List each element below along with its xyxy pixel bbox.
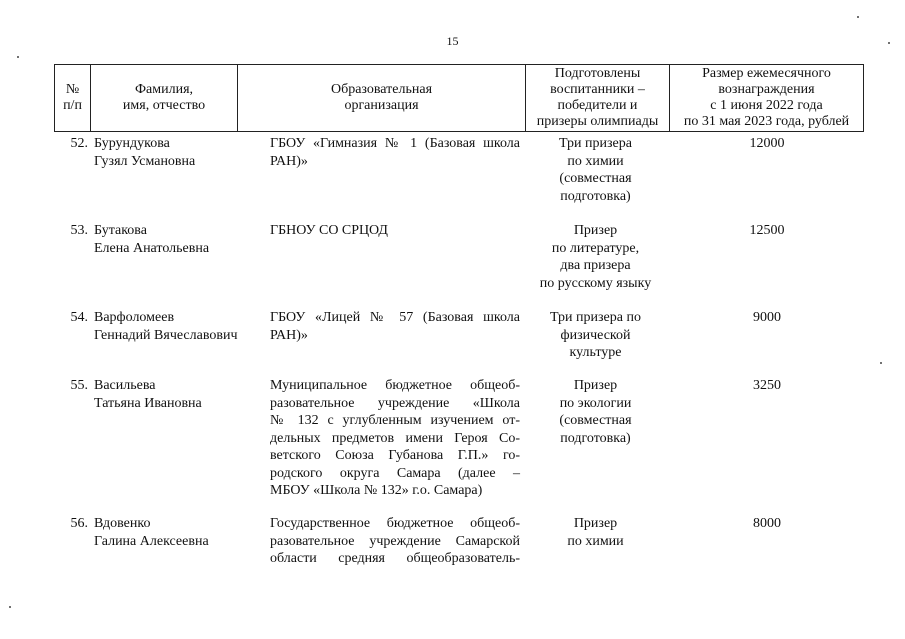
header-achievement-line: призеры олимпиады <box>536 114 659 129</box>
row-name <box>94 309 269 344</box>
achievement-line: по экологии <box>559 395 632 411</box>
name-line: Варфоломеев <box>94 310 175 325</box>
row-achievement <box>524 515 667 550</box>
name-line: Васильева <box>94 378 156 393</box>
scan-speck <box>880 362 882 364</box>
scan-speck <box>9 606 11 608</box>
name-line: Галина Алексеевна <box>94 533 209 549</box>
achievement-line: по химии <box>567 153 624 169</box>
name-line: Геннадий Вячеславович <box>94 327 238 343</box>
header-achievement-line: Подготовлены <box>554 66 641 81</box>
org-line: ветского Союза Губанова Г.П.» го- <box>270 448 520 463</box>
row-organization <box>270 309 520 344</box>
header-amount-line: вознаграждения <box>718 82 815 97</box>
scan-speck <box>888 42 890 44</box>
row-organization <box>270 515 520 568</box>
org-line: дельных предметов имени Героя Со- <box>270 430 520 446</box>
row-achievement <box>524 135 667 205</box>
name-line: Гузял Усмановна <box>94 153 196 169</box>
achievement-line: (совместная <box>559 413 632 428</box>
org-line: ГБНОУ СО СРЦОД <box>270 223 388 238</box>
header-achievement-line: воспитанники – <box>550 82 645 97</box>
row-name <box>94 377 269 412</box>
header-amount-line: по 31 мая 2023 года, рублей <box>683 114 850 129</box>
row-organization <box>270 135 520 170</box>
achievement-line: Призер <box>573 223 618 238</box>
name-line: Бурундукова <box>94 136 170 151</box>
header-org <box>238 65 526 132</box>
achievement-line: по русскому языку <box>539 275 652 291</box>
org-line: Муниципальное бюджетное общеоб- <box>270 378 520 393</box>
header-amount <box>670 65 864 132</box>
org-line: разовательное учреждение «Школа <box>270 395 520 411</box>
row-name <box>94 515 269 550</box>
achievement-line: Призер <box>573 516 618 531</box>
org-line: разовательное учреждение Самарской <box>270 533 520 549</box>
achievement-line: подготовка) <box>560 430 631 446</box>
org-line: № 132 с углубленным изучением от- <box>270 413 520 428</box>
header-name <box>91 65 238 132</box>
achievement-line: культуре <box>569 345 622 360</box>
row-number: 54. <box>70 310 88 325</box>
row-name <box>94 135 269 170</box>
page-number: 15 <box>446 34 459 48</box>
row-amount: 9000 <box>753 310 781 325</box>
row-number: 53. <box>70 223 88 238</box>
achievement-line: Призер <box>573 378 618 393</box>
header-num <box>55 65 91 132</box>
header-org-line: Образовательная <box>330 82 433 97</box>
achievement-line: Три призера по <box>550 310 641 325</box>
row-achievement <box>524 309 667 362</box>
achievement-line: подготовка) <box>560 188 631 204</box>
row-amount: 3250 <box>753 378 781 393</box>
org-line: Государственное бюджетное общеоб- <box>270 516 520 531</box>
row-amount: 8000 <box>753 516 781 531</box>
org-line: РАН)» <box>270 153 308 169</box>
org-line: ГБОУ «Гимназия № 1 (Базовая школа <box>270 136 520 151</box>
header-org-line: организация <box>344 98 419 113</box>
name-line: Бутакова <box>94 223 147 238</box>
org-line: родского округа Самара (далее – <box>270 465 520 481</box>
scan-speck <box>857 16 859 18</box>
scan-speck <box>17 56 19 58</box>
name-line: Вдовенко <box>94 516 151 531</box>
row-name <box>94 222 269 257</box>
row-organization <box>270 222 520 240</box>
org-line: области средняя общеобразователь- <box>270 551 520 566</box>
header-name-line: имя, отчество <box>122 98 206 113</box>
org-line: МБОУ «Школа № 132» г.о. Самара) <box>270 483 483 498</box>
header-achievement <box>526 65 670 132</box>
org-line: ГБОУ «Лицей № 57 (Базовая школа <box>270 310 520 325</box>
row-number: 52. <box>70 136 88 151</box>
header-achievement-line: победители и <box>557 98 638 113</box>
table-header <box>54 64 864 132</box>
row-amount: 12000 <box>749 136 785 151</box>
achievement-line: (совместная <box>559 171 632 186</box>
row-achievement <box>524 222 667 292</box>
achievement-line: Три призера <box>559 136 632 151</box>
row-number: 55. <box>70 378 88 393</box>
header-num-line: п/п <box>63 98 82 113</box>
name-line: Елена Анатольевна <box>94 240 210 256</box>
achievement-line: по литературе, <box>551 240 640 256</box>
header-amount-line: Размер ежемесячного <box>702 66 831 81</box>
row-number: 56. <box>70 516 88 531</box>
achievement-line: два призера <box>560 258 631 273</box>
header-amount-line: с 1 июня 2022 года <box>710 98 823 113</box>
achievement-line: по химии <box>567 533 624 549</box>
row-achievement <box>524 377 667 447</box>
name-line: Татьяна Ивановна <box>94 395 202 411</box>
row-organization <box>270 377 520 500</box>
achievement-line: физической <box>560 327 631 343</box>
org-line: РАН)» <box>270 327 308 343</box>
row-amount: 12500 <box>749 223 785 238</box>
header-name-line: Фамилия, <box>134 82 194 97</box>
header-num-line: № <box>65 82 80 97</box>
